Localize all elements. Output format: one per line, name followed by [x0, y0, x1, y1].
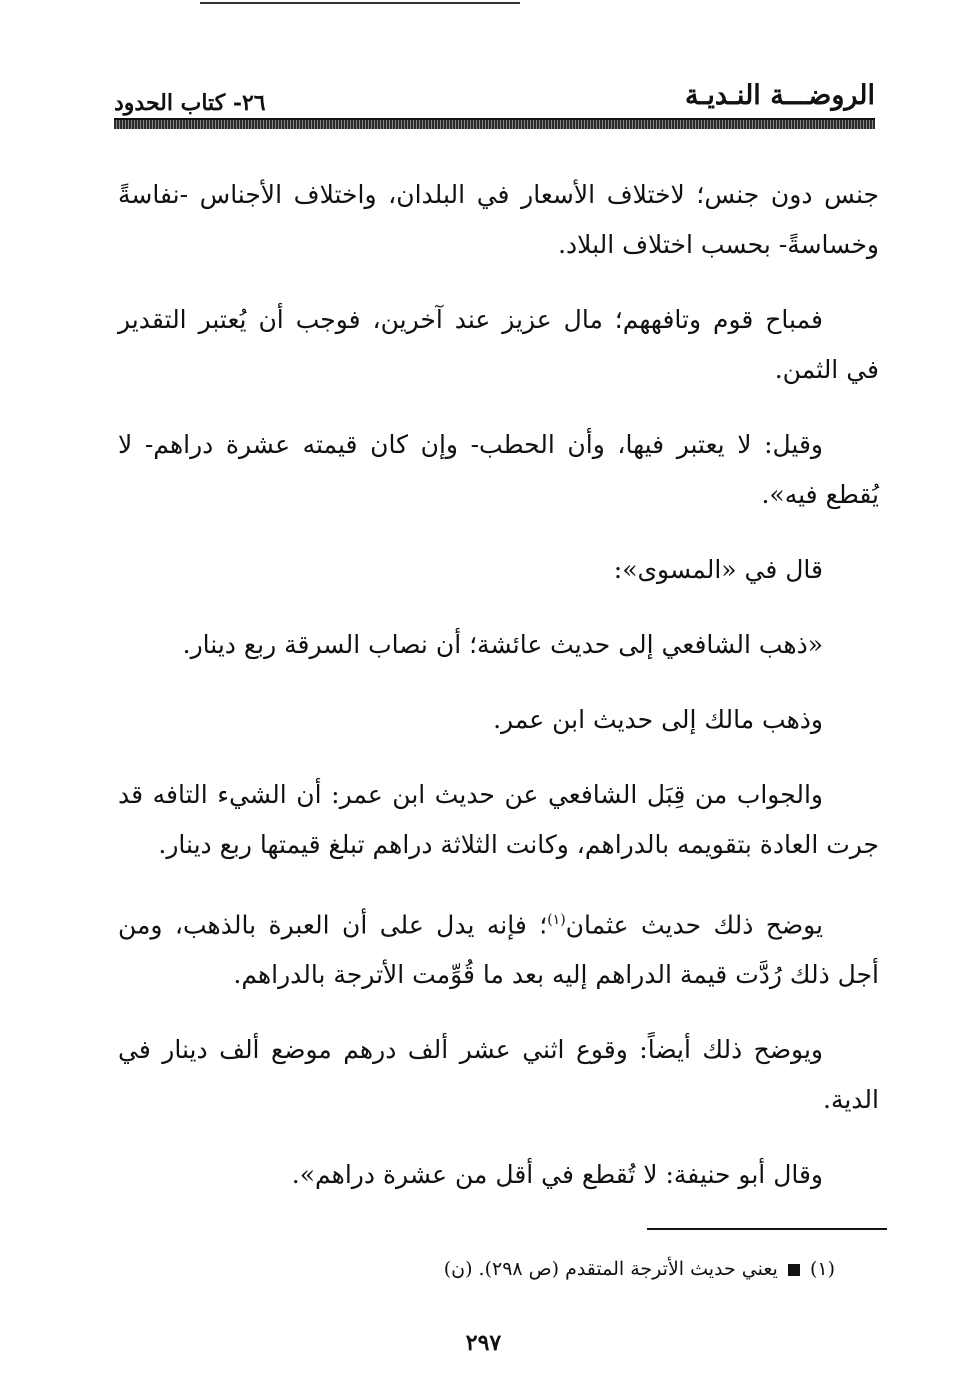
paragraph-8-start: يوضح ذلك حديث عثمان	[565, 910, 823, 940]
paragraph-6: وذهب مالك إلى حديث ابن عمر.	[493, 705, 823, 734]
paragraph-9: ويوضح ذلك أيضاً: وقوع اثني عشر ألف درهم موضع ألف دينار في الدية.	[118, 1035, 879, 1115]
footnote-tag: (ن)	[443, 1258, 473, 1280]
header-rule	[114, 118, 875, 129]
footnote-separator	[647, 1228, 887, 1230]
page-number: ٢٩٧	[465, 1330, 502, 1356]
footnote-text: يعني حديث الأترجة المتقدم (ص ٢٩٨).	[478, 1258, 778, 1280]
paragraph-5: «ذهب الشافعي إلى حديث عائشة؛ أن نصاب السرقة ربع دينار.	[182, 630, 823, 659]
top-edge-rule	[200, 2, 520, 4]
paragraph-2: فمباح قوم وتافههم؛ مال عزيز عند آخرين، فوجب أن يُعتبر التقدير في الثمن.	[118, 305, 879, 384]
footnote-reference[interactable]: (١)	[547, 912, 566, 928]
main-text	[118, 170, 879, 1225]
footnote-number: (١)	[809, 1258, 835, 1280]
book-title: الروضـــة النـديـة	[684, 80, 875, 111]
page-header	[114, 78, 875, 130]
paragraph-8	[118, 895, 879, 1000]
square-bullet-icon	[788, 1264, 800, 1276]
paragraph-8-end: ؛ فإنه يدل على أن العبرة بالذهب، ومن أجل ذلك رُدَّت قيمة الدراهم إليه بعد ما قُوِّمت الأترجة بالدراهم.	[118, 910, 879, 990]
paragraph-10: وقال أبو حنيفة: لا تُقطع في أقل من عشرة دراهم».	[291, 1160, 823, 1190]
paragraph-7: والجواب من قِبَل الشافعي عن حديث ابن عمر: أن الشيء التافه قد جرت العادة بتقويمه بالدراهم، وكانت الثلاثة دراهم تبلغ قيمتها ربع دينار.	[118, 780, 879, 859]
paragraph-3: وقيل: لا يعتبر فيها، وأن الحطب- وإن كان قيمته عشرة دراهم- لا يُقطع فيه».	[118, 430, 879, 509]
footnote	[444, 1254, 835, 1284]
paragraph-1: جنس دون جنس؛ لاختلاف الأسعار في البلدان، واختلاف الأجناس -نفاسةً وخساسةً- بحسب اختلاف البلاد.	[118, 180, 879, 259]
chapter-title: ٢٦- كتاب الحدود	[114, 90, 266, 116]
paragraph-4: قال في «المسوى»:	[613, 555, 823, 584]
